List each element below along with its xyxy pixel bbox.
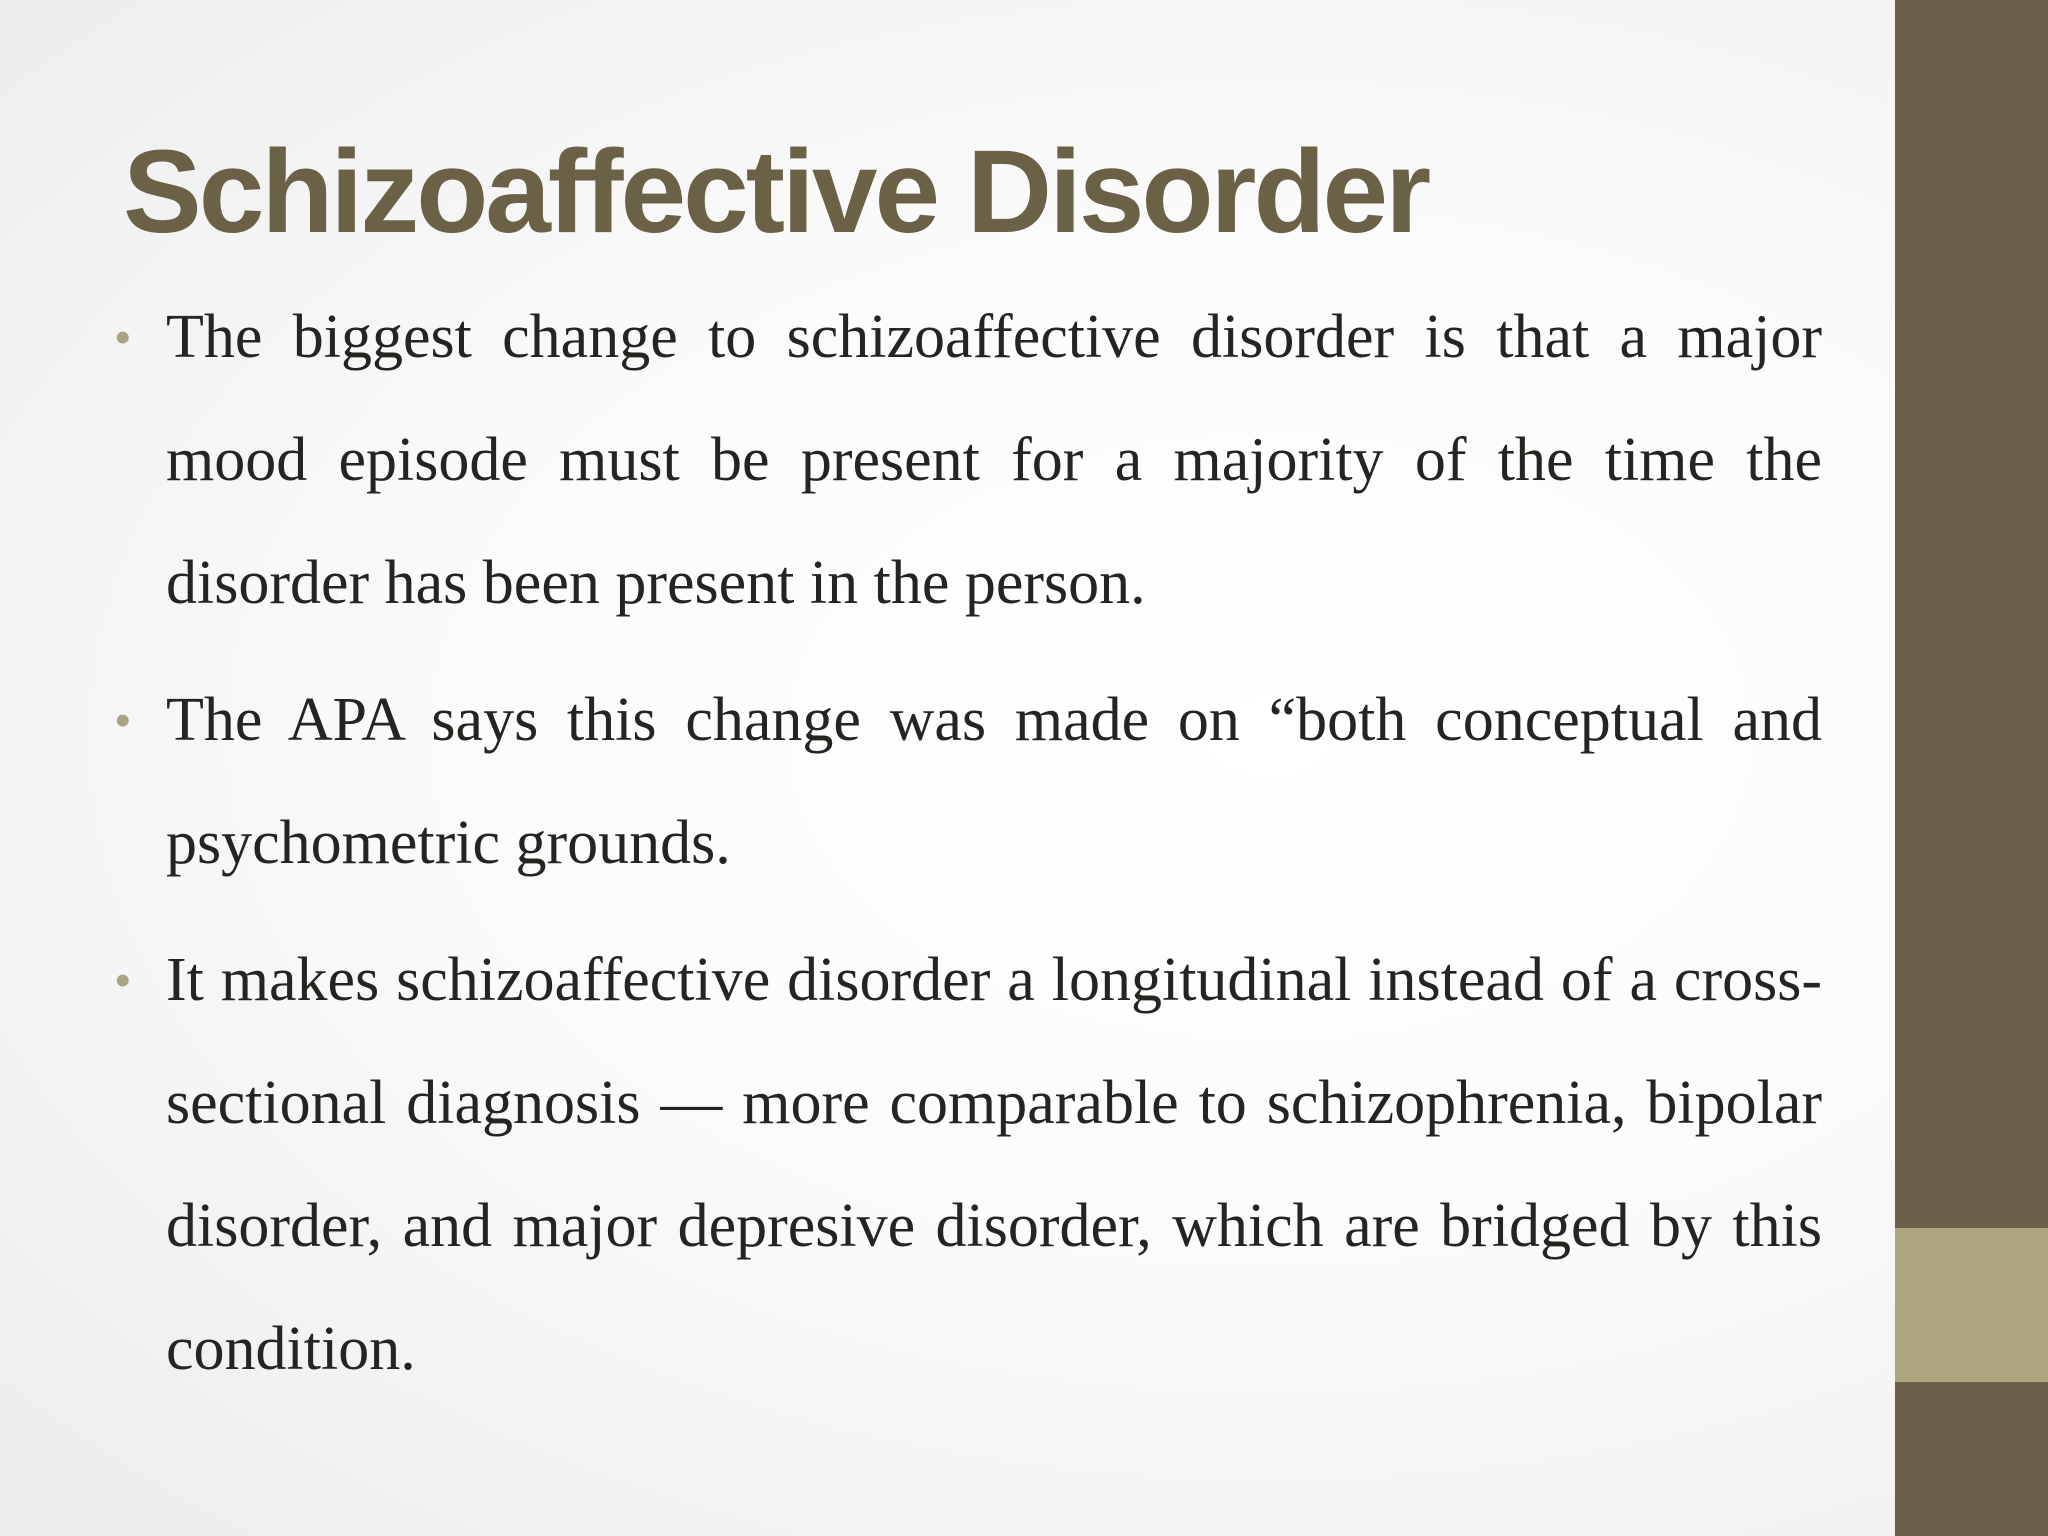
bullet-marker: • <box>114 692 132 748</box>
bullet-text: It makes schizoaffective disorder a longitudinal instead of a cross-sectional diagnosis — more comparable to schizophrenia, bipolar disorder, and major depresive disorder, which are bridged by this condition. <box>166 946 1822 1383</box>
bullet-text: The biggest change to schizoaffective disorder is that a major mood episode must be present for a majority of the time the disorder has been present in the person. <box>166 303 1822 617</box>
decorative-side-accent <box>1895 1228 2048 1382</box>
bullet-item <box>110 659 1822 905</box>
bullet-item <box>110 276 1822 645</box>
bullet-list <box>110 276 1822 1425</box>
slide-title: Schizoaffective Disorder <box>123 126 1429 258</box>
bullet-item <box>110 919 1822 1411</box>
bullet-marker: • <box>114 952 132 1008</box>
bullet-text: The APA says this change was made on “both conceptual and psychometric grounds. <box>166 686 1822 877</box>
bullet-marker: • <box>114 309 132 365</box>
